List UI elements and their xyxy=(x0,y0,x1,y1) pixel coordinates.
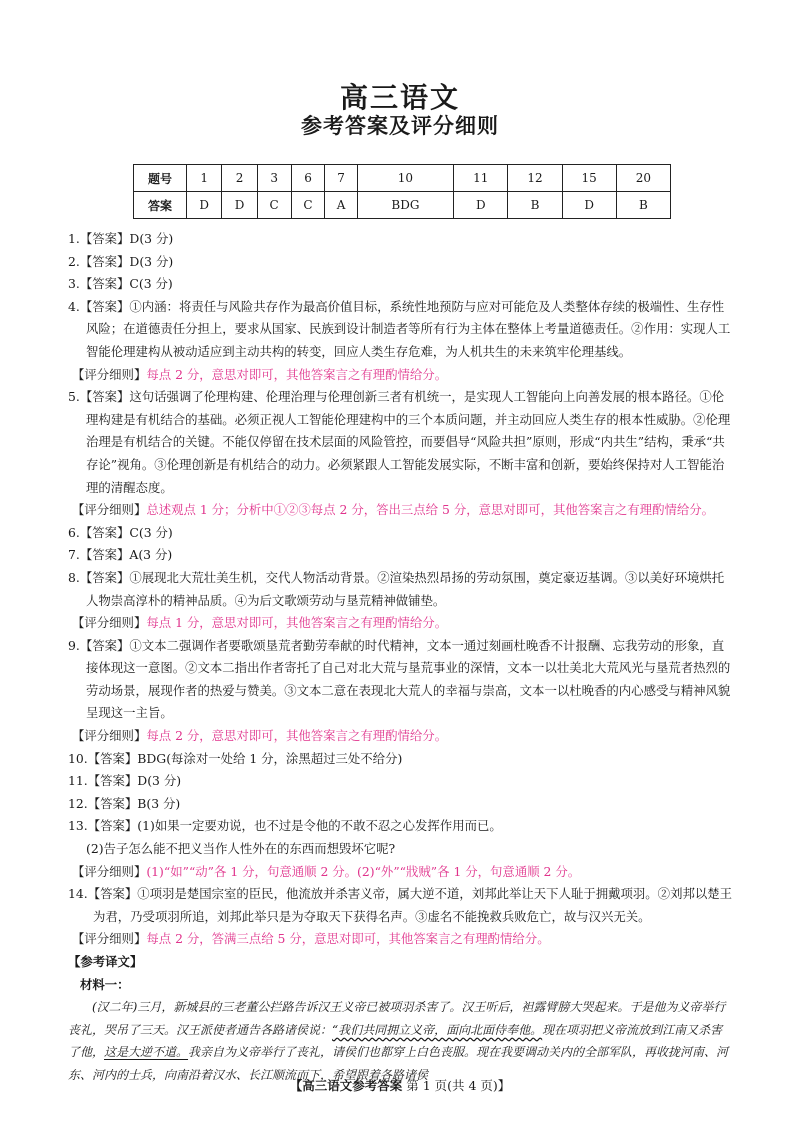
answer-item-12: 12.【答案】B(3 分) xyxy=(68,795,181,811)
material-heading: 材料一： xyxy=(80,976,130,992)
scoring-text: (1)“如”“动”各 1 分，句意通顺 2 分。(2)“外”“戕贼”各 1 分，句意通顺 2 分。 xyxy=(146,863,581,879)
answer-item-14: 14.【答案】①项羽是楚国宗室的臣民，他流放并杀害义帝，属大逆不道，刘邦此举让天下人耻于拥戴项羽。②刘邦以楚王为君，乃受项羽所追，刘邦此举只是为夺取天下获得名声。③虚名不能挽救兵败危亡，故与汉兴无关。 xyxy=(68,886,733,924)
answer-cell: D xyxy=(562,192,616,219)
row-label: 答案 xyxy=(134,192,187,219)
answer-item-5: 5.【答案】这句话强调了伦理构建、伦理治理与伦理创新三者有机统一，是实现人工智能向上向善发展的根本路径。①伦理构建是有机结合的基础。必须正视人工智能伦理建构中的三个本质问题，并主动回应人类生存的根本性威胁。②伦理治理是有机结合的关键。不能仅停留在技术层面的风险管控，而要倡导“风险共担”原则，形成“内共生”结构，秉承“共存论”视角。③伦理创新是有机结合的动力。必须紧跟人工智能发展实际，不断丰富和创新，要始终保持对人工智能治理的清醒态度。 xyxy=(68,389,731,495)
answer-cell: BDG xyxy=(357,192,454,219)
question-number: 15 xyxy=(562,165,616,192)
question-number: 6 xyxy=(291,165,325,192)
scoring-text: 每点 2 分，答满三点给 5 分，意思对即可，其他答案言之有理酌情给分。 xyxy=(146,931,550,947)
scoring-label: 【评分细则】 xyxy=(72,366,147,382)
answer-cell: A xyxy=(325,192,357,219)
answer-item-8: 8.【答案】①展现北大荒壮美生机，交代人物活动背景。②渲染热烈昂扬的劳动氛围，奠定豪迈基调。③以美好环境烘托人物崇高淳朴的精神品质。④为后文歌颂劳动与垦荒精神做铺垫。 xyxy=(68,569,725,608)
footer-page-number: 第 1 页(共 4 页)】 xyxy=(406,1078,511,1093)
question-number: 1 xyxy=(187,165,222,192)
answer-cell: D xyxy=(222,192,257,219)
question-number: 3 xyxy=(257,165,291,192)
scoring-label: 【评分细则】 xyxy=(72,728,147,744)
question-number: 2 xyxy=(222,165,257,192)
answer-item-13-part-2: (2)告子怎么能不把义当作人性外在的东西而想毁坏它呢? xyxy=(86,841,396,857)
scoring-label: 【评分细则】 xyxy=(72,931,147,947)
page-footer xyxy=(0,1076,800,1094)
answer-item-4: 4.【答案】①内涵：将责任与风险共存作为最高价值目标，系统性地预防与应对可能危及人类整体存续的极端性、生存性风险；在道德责任分担上，要求从国家、民族到设计制造者等所有行为主体在整体上考量道德责任。②作用：实现人工智能伦理建构从被动适应到主动共构的转变，回应人类生存危难，为人机共生的未来筑牢伦理基线。 xyxy=(68,298,731,359)
scoring-text: 每点 2 分，意思对即可，其他答案言之有理酌情给分。 xyxy=(146,728,448,744)
wavy-underlined-text: “我们共同拥立义帝，面向北面侍奉他。 xyxy=(332,1022,543,1037)
translation-text: 现在项羽把义帝流放到江南又杀害了他， xyxy=(68,1022,723,1060)
translation-text: 我亲自为义帝举行了丧礼，请侯们也都穿上白色丧服。现在我要调动关内的全部军队，再收拢河南、河东、河内的士兵，向南沿着汉水、长江顺流而下，希望跟着各路诸侯 xyxy=(68,1045,729,1082)
answer-cell: C xyxy=(257,192,291,219)
scoring-text: 每点 1 分，意思对即可，其他答案言之有理酌情给分。 xyxy=(146,615,448,631)
answer-cell: D xyxy=(454,192,508,219)
scoring-note-13 xyxy=(68,861,734,884)
answer-cell: D xyxy=(187,192,222,219)
answer-item-6: 6.【答案】C(3 分) xyxy=(68,524,173,540)
question-number: 20 xyxy=(616,165,670,192)
answer-cell: B xyxy=(508,192,562,219)
page-subtitle: 参考答案及评分细则 xyxy=(301,114,499,138)
scoring-note-4 xyxy=(68,364,734,387)
answer-item-3: 3.【答案】C(3 分) xyxy=(68,276,173,292)
answer-table xyxy=(133,164,671,219)
answer-item-10: 10.【答案】BDG(每涂对一处给 1 分，涂黑超过三处不给分) xyxy=(68,750,403,766)
question-number: 11 xyxy=(454,165,508,192)
question-number-row xyxy=(134,165,671,192)
scoring-text: 每点 2 分，意思对即可，其他答案言之有理酌情给分。 xyxy=(146,366,448,382)
scoring-note-9 xyxy=(68,725,734,748)
translation-paragraph xyxy=(68,996,734,1086)
translation-text: (汉二年)三月，新城县的三老董公拦路告诉汉王义帝已被项羽杀害了。汉王听后，袒露臂膀大哭起来。于是他为义帝举行丧礼，哭吊了三天。汉王派使者通告各路诸侯说： xyxy=(68,1000,726,1037)
underlined-text: 这是大逆不道。 xyxy=(104,1045,189,1060)
reference-translation-heading: 【参考译文】 xyxy=(68,954,143,969)
answer-item-7: 7.【答案】A(3 分) xyxy=(68,547,173,563)
footer-label: 【高三语文参考答案 xyxy=(289,1078,403,1093)
answer-item-2: 2.【答案】D(3 分) xyxy=(68,253,174,269)
row-label: 题号 xyxy=(134,165,187,192)
answer-item-1: 1.【答案】D(3 分) xyxy=(68,231,174,246)
answer-row xyxy=(134,192,671,219)
answer-item-9: 9.【答案】①文本二强调作者要歌颂垦荒者勤劳奉献的时代精神，文本一通过刻画杜晚香不计报酬、忘我劳动的形象，直接体现这一意图。②文本二指出作者寄托了自己对北大荒与垦荒事业的深情，文本一以壮美北大荒风光与垦荒者热烈的劳动场景，展现作者的热爱与赞美。③文本二意在表现北大荒人的幸福与崇高，文本一以杜晚香的内心感受与精神风貌呈现这一主旨。 xyxy=(68,637,731,721)
scoring-label: 【评分细则】 xyxy=(72,502,147,518)
answer-cell: C xyxy=(291,192,325,219)
scoring-note-8 xyxy=(68,612,734,635)
question-number: 12 xyxy=(508,165,562,192)
question-number: 7 xyxy=(325,165,357,192)
answer-item-13: 13.【答案】(1)如果一定要劝说，也不过是令他的不敢不忍之心发挥作用而已。 xyxy=(68,818,502,834)
scoring-note-14 xyxy=(68,928,734,951)
scoring-label: 【评分细则】 xyxy=(72,863,147,879)
scoring-text: 总述观点 1 分；分析中①②③每点 2 分，答出三点给 5 分，意思对即可，其他答案言之有理酌情给分。 xyxy=(146,502,715,518)
answer-item-11: 11.【答案】D(3 分) xyxy=(68,773,182,789)
scoring-label: 【评分细则】 xyxy=(72,615,147,631)
answer-cell: B xyxy=(616,192,670,219)
question-number: 10 xyxy=(357,165,454,192)
page-title: 高三语文 xyxy=(339,81,460,114)
scoring-note-5 xyxy=(68,499,734,522)
answer-content xyxy=(68,228,734,1087)
